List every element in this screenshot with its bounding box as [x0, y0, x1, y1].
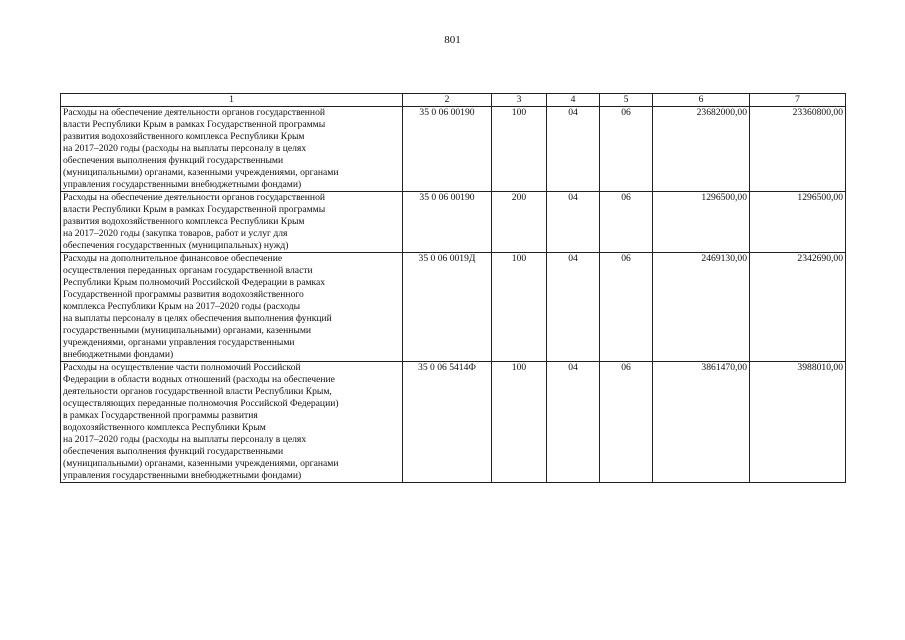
description-line: комплекса Республики Крым на 2017–2020 годы (расходы: [63, 301, 301, 312]
description-line: на 2017–2020 годы (расходы на выплаты персоналу в целях: [63, 143, 307, 154]
row-col-5: 06: [600, 362, 653, 483]
description-line: Государственной программы развития водохозяйственного: [63, 289, 304, 300]
header-col-4: 4: [547, 94, 600, 107]
description-line: учреждениями, органами управления государственными: [63, 337, 295, 348]
row-col-5: 06: [600, 192, 653, 253]
table-row: [61, 107, 846, 192]
row-amount-6: 23682000,00: [653, 107, 750, 192]
budget-table: [60, 93, 846, 483]
row-amount-6: 2469130,00: [653, 253, 750, 362]
description-line: развития водохозяйственного комплекса Республики Крым: [63, 216, 305, 227]
row-description: [61, 107, 403, 192]
description-line: в рамках Государственной программы развития: [63, 410, 258, 421]
table-row: [61, 253, 846, 362]
description-line: Расходы на осуществление части полномочий Российской: [63, 362, 301, 373]
description-line: управления государственными внебюджетными фондами): [63, 179, 302, 190]
row-amount-7: 3988010,00: [750, 362, 846, 483]
row-description: [61, 192, 403, 253]
header-col-1: 1: [61, 94, 403, 107]
header-row: [61, 94, 846, 107]
row-amount-7: 2342690,00: [750, 253, 846, 362]
row-col-4: 04: [547, 253, 600, 362]
description-line: (муниципальными) органами, казенными учреждениями, органами: [63, 167, 339, 178]
description-line: внебюджетными фондами): [63, 349, 174, 360]
header-col-7: 7: [750, 94, 846, 107]
description-line: власти Республики Крым в рамках Государственной программы: [63, 204, 326, 215]
row-col-5: 06: [600, 107, 653, 192]
description-line: Расходы на обеспечение деятельности органов государственной: [63, 192, 326, 203]
description-line: на выплаты персоналу в целях обеспечения выполнения функций: [63, 313, 332, 324]
header-col-6: 6: [653, 94, 750, 107]
description-line: обеспечения выполнения функций государственными: [63, 446, 284, 457]
row-code: 35 0 06 0019Д: [403, 253, 492, 362]
header-col-2: 2: [403, 94, 492, 107]
row-col-3: 100: [492, 362, 547, 483]
description-line: управления государственными внебюджетными фондами): [63, 470, 302, 481]
table-body: [61, 107, 846, 483]
description-line: обеспечения выполнения функций государственными: [63, 155, 284, 166]
row-col-3: 100: [492, 253, 547, 362]
header-col-3: 3: [492, 94, 547, 107]
row-col-3: 100: [492, 107, 547, 192]
description-line: Федерации в области водных отношений (расходы на обеспечение: [63, 374, 335, 385]
description-line: на 2017–2020 годы (расходы на выплаты персоналу в целях: [63, 434, 307, 445]
table-row: [61, 362, 846, 483]
row-amount-7: 23360800,00: [750, 107, 846, 192]
description-line: власти Республики Крым в рамках Государственной программы: [63, 119, 326, 130]
row-col-4: 04: [547, 107, 600, 192]
description-line: деятельности органов государственной власти Республики Крым,: [63, 386, 332, 397]
row-amount-6: 3861470,00: [653, 362, 750, 483]
table-row: [61, 192, 846, 253]
description-line: развития водохозяйственного комплекса Республики Крым: [63, 131, 305, 142]
row-amount-6: 1296500,00: [653, 192, 750, 253]
row-code: 35 0 06 00190: [403, 192, 492, 253]
header-col-5: 5: [600, 94, 653, 107]
row-code: 35 0 06 5414Ф: [403, 362, 492, 483]
row-code: 35 0 06 00190: [403, 107, 492, 192]
description-line: на 2017–2020 годы (закупка товаров, работ и услуг для: [63, 228, 288, 239]
description-line: Республики Крым полномочий Российской Федерации в рамках: [63, 277, 326, 288]
row-description: [61, 362, 403, 483]
row-col-4: 04: [547, 362, 600, 483]
row-description: [61, 253, 403, 362]
row-col-4: 04: [547, 192, 600, 253]
description-line: водохозяйственного комплекса Республики Крым: [63, 422, 266, 433]
description-line: осуществления переданных органам государственной власти: [63, 265, 313, 276]
row-amount-7: 1296500,00: [750, 192, 846, 253]
page-number: 801: [444, 34, 461, 46]
description-line: осуществляющих переданные полномочия Российской Федерации): [63, 398, 339, 409]
description-line: Расходы на обеспечение деятельности органов государственной: [63, 107, 326, 118]
description-line: государственными (муниципальными) органами, казенными: [63, 325, 312, 336]
description-line: (муниципальными) органами, казенными учреждениями, органами: [63, 458, 339, 469]
row-col-3: 200: [492, 192, 547, 253]
description-line: обеспечения государственных (муниципальных) нужд): [63, 240, 289, 251]
description-line: Расходы на дополнительное финансовое обеспечение: [63, 253, 283, 264]
row-col-5: 06: [600, 253, 653, 362]
